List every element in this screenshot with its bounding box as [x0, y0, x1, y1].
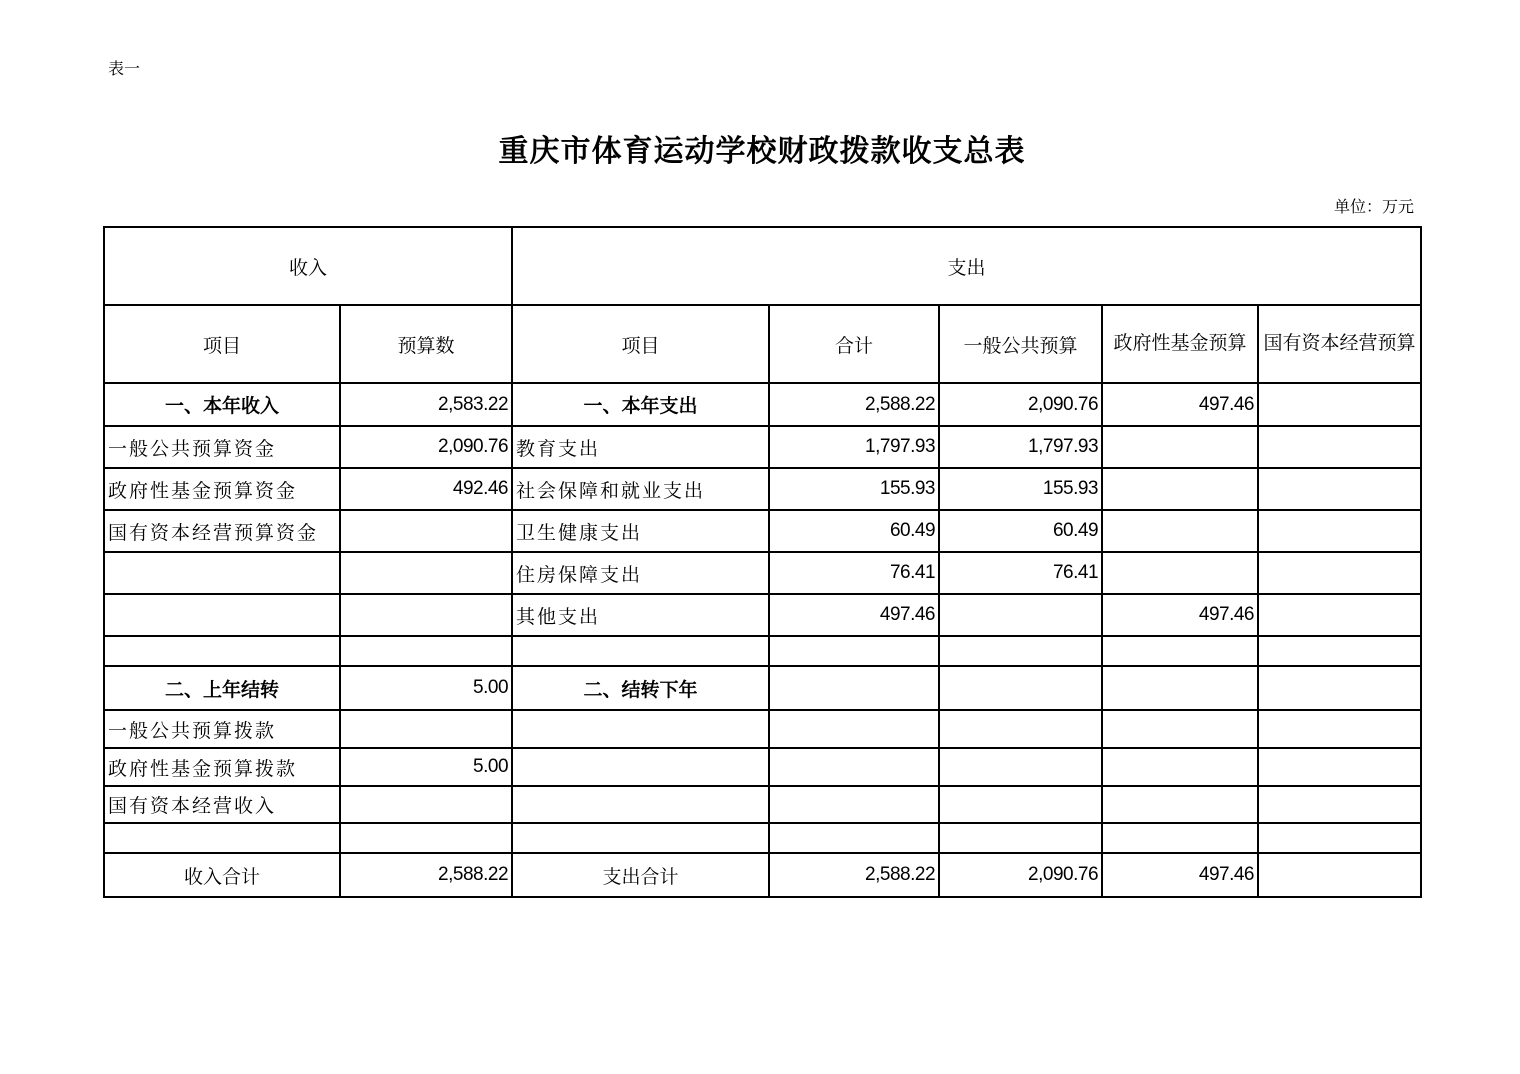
- expense-item: 社会保障和就业支出: [512, 468, 769, 510]
- income-value: [340, 594, 512, 636]
- state-capital-value: [1258, 748, 1421, 786]
- table-row: [104, 594, 1421, 636]
- total-value: 60.49: [769, 510, 939, 552]
- table-row: [104, 468, 1421, 510]
- income-item: 国有资本经营预算资金: [104, 510, 340, 552]
- expense-item: [512, 748, 769, 786]
- expense-item: 住房保障支出: [512, 552, 769, 594]
- total-value: [769, 786, 939, 823]
- state-capital-value: [1258, 468, 1421, 510]
- total-value: [769, 748, 939, 786]
- gov-fund-value: [1102, 636, 1258, 666]
- state-capital-value: [1258, 853, 1421, 897]
- total-value: 2,588.22: [769, 853, 939, 897]
- income-item: [104, 636, 340, 666]
- gov-fund-value: [1102, 666, 1258, 710]
- income-item: 一般公共预算拨款: [104, 710, 340, 748]
- state-capital-header: 国有资本经营预算: [1258, 305, 1421, 383]
- general-public-value: 2,090.76: [939, 853, 1102, 897]
- income-item: [104, 552, 340, 594]
- state-capital-value: [1258, 552, 1421, 594]
- state-capital-value: [1258, 383, 1421, 426]
- general-public-value: 76.41: [939, 552, 1102, 594]
- total-value: 76.41: [769, 552, 939, 594]
- income-item: 国有资本经营收入: [104, 786, 340, 823]
- expense-item: 卫生健康支出: [512, 510, 769, 552]
- gov-fund-value: 497.46: [1102, 383, 1258, 426]
- table-row: [104, 666, 1421, 710]
- total-value: 155.93: [769, 468, 939, 510]
- income-item: 一、本年收入: [104, 383, 340, 426]
- expense-item: 一、本年支出: [512, 383, 769, 426]
- expense-item: 其他支出: [512, 594, 769, 636]
- income-item-header: 项目: [104, 305, 340, 383]
- table-row: [104, 426, 1421, 468]
- gov-fund-value: [1102, 510, 1258, 552]
- income-value: [340, 636, 512, 666]
- header-row-sub: [104, 305, 1421, 383]
- total-value: [769, 636, 939, 666]
- income-value: 2,090.76: [340, 426, 512, 468]
- gov-fund-value: [1102, 748, 1258, 786]
- general-public-value: 2,090.76: [939, 383, 1102, 426]
- expense-header: 支出: [512, 227, 1421, 305]
- income-item: 二、上年结转: [104, 666, 340, 710]
- income-item: 政府性基金预算资金: [104, 468, 340, 510]
- expense-item: [512, 823, 769, 853]
- table-row-empty: [104, 636, 1421, 666]
- state-capital-value: [1258, 594, 1421, 636]
- total-value: [769, 710, 939, 748]
- gov-fund-value: [1102, 786, 1258, 823]
- expense-item: 二、结转下年: [512, 666, 769, 710]
- income-value: [340, 510, 512, 552]
- total-value: 497.46: [769, 594, 939, 636]
- income-value: 492.46: [340, 468, 512, 510]
- income-total-label: 收入合计: [104, 853, 340, 897]
- state-capital-value: [1258, 823, 1421, 853]
- table-row-empty: [104, 823, 1421, 853]
- gov-fund-value: [1102, 552, 1258, 594]
- income-budget-header: 预算数: [340, 305, 512, 383]
- total-value: 1,797.93: [769, 426, 939, 468]
- expense-item: [512, 786, 769, 823]
- expense-item: [512, 710, 769, 748]
- general-public-header: 一般公共预算: [939, 305, 1102, 383]
- document-title: 重庆市体育运动学校财政拨款收支总表: [498, 134, 1026, 169]
- income-total-value: 2,588.22: [340, 853, 512, 897]
- general-public-value: [939, 636, 1102, 666]
- gov-fund-value: [1102, 823, 1258, 853]
- gov-fund-value: [1102, 710, 1258, 748]
- table-row: [104, 786, 1421, 823]
- income-item: [104, 823, 340, 853]
- general-public-value: [939, 594, 1102, 636]
- general-public-value: [939, 786, 1102, 823]
- general-public-value: [939, 823, 1102, 853]
- expense-total-label: 支出合计: [512, 853, 769, 897]
- state-capital-value: [1258, 426, 1421, 468]
- state-capital-value: [1258, 710, 1421, 748]
- table-row: [104, 510, 1421, 552]
- income-value: 2,583.22: [340, 383, 512, 426]
- income-item: 一般公共预算资金: [104, 426, 340, 468]
- table-row: [104, 383, 1421, 426]
- budget-summary-table: [103, 226, 1422, 898]
- state-capital-value: [1258, 636, 1421, 666]
- income-value: [340, 552, 512, 594]
- total-value: 2,588.22: [769, 383, 939, 426]
- general-public-value: [939, 710, 1102, 748]
- expense-item: 教育支出: [512, 426, 769, 468]
- general-public-value: [939, 748, 1102, 786]
- general-public-value: 155.93: [939, 468, 1102, 510]
- expense-item: [512, 636, 769, 666]
- state-capital-value: [1258, 786, 1421, 823]
- general-public-value: 1,797.93: [939, 426, 1102, 468]
- totals-row: [104, 853, 1421, 897]
- income-item: [104, 594, 340, 636]
- general-public-value: [939, 666, 1102, 710]
- unit-label: 单位：万元: [1333, 197, 1414, 216]
- income-value: [340, 823, 512, 853]
- gov-fund-value: [1102, 468, 1258, 510]
- gov-fund-value: [1102, 426, 1258, 468]
- general-public-value: 60.49: [939, 510, 1102, 552]
- total-header: 合计: [769, 305, 939, 383]
- table-label: 表一: [108, 59, 141, 78]
- state-capital-value: [1258, 666, 1421, 710]
- expense-item-header: 项目: [512, 305, 769, 383]
- income-value: 5.00: [340, 666, 512, 710]
- table-row: [104, 552, 1421, 594]
- income-header: 收入: [104, 227, 512, 305]
- total-value: [769, 666, 939, 710]
- table-row: [104, 748, 1421, 786]
- state-capital-value: [1258, 510, 1421, 552]
- gov-fund-header: 政府性基金预算: [1102, 305, 1258, 383]
- total-value: [769, 823, 939, 853]
- income-item: 政府性基金预算拨款: [104, 748, 340, 786]
- header-row-main: [104, 227, 1421, 305]
- gov-fund-value: 497.46: [1102, 853, 1258, 897]
- table-row: [104, 710, 1421, 748]
- income-value: [340, 710, 512, 748]
- gov-fund-value: 497.46: [1102, 594, 1258, 636]
- income-value: 5.00: [340, 748, 512, 786]
- income-value: [340, 786, 512, 823]
